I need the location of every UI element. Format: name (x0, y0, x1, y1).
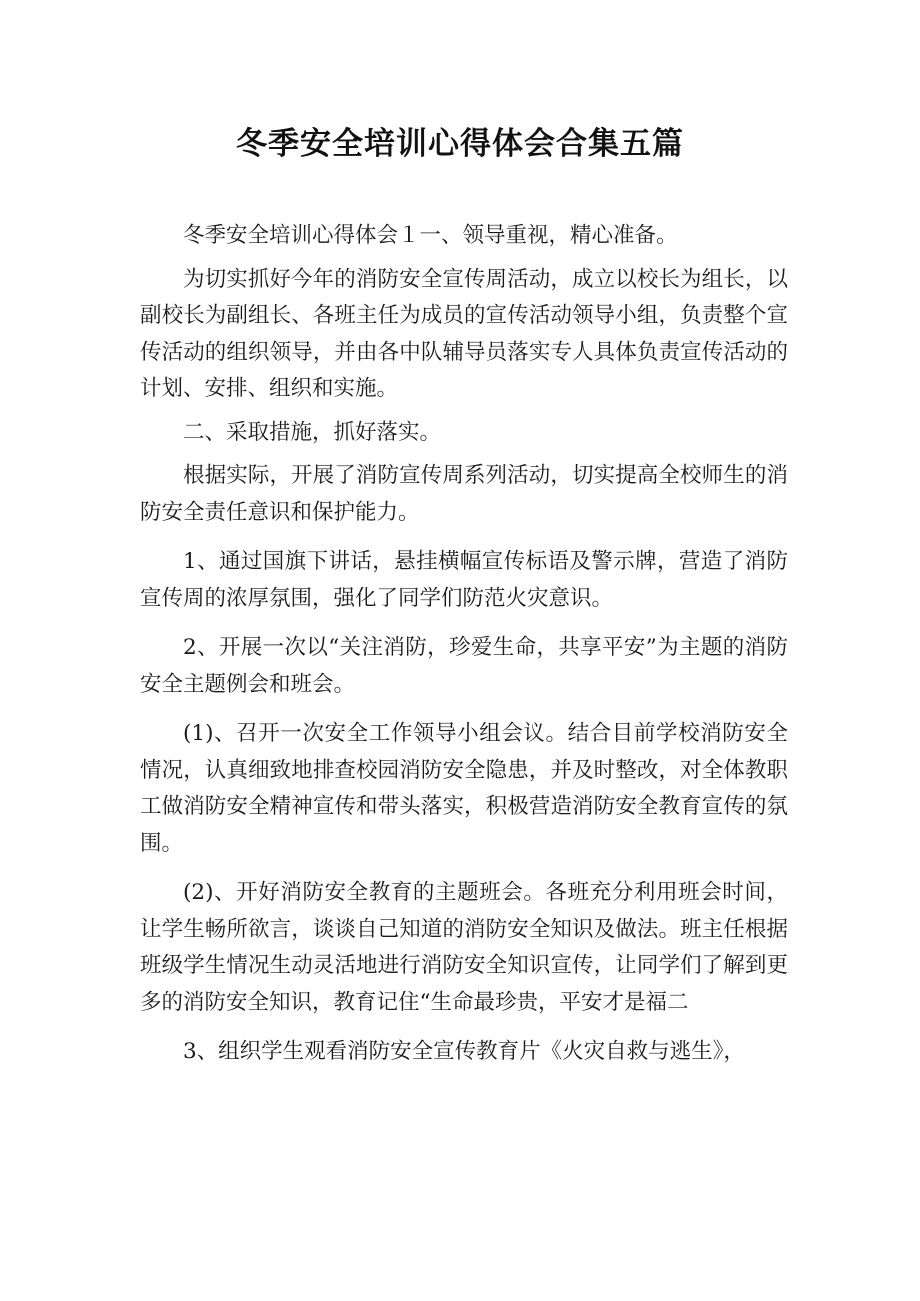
paragraph-leadership-group: 为切实抓好今年的消防安全宣传周活动，成立以校长为组长，以副校长为副组长、各班主任为成员的宣传活动领导小组，负责整个宣传活动的组织领导，并由各中队辅导员落实专人具体负责宣传活动的计划、安排、组织和实施。 (140, 266, 788, 401)
paragraph-item-2: 2、开展一次以“关注消防，珍爱生命，共享平安”为主题的消防安全主题例会和班会。 (140, 635, 788, 697)
paragraph-item-2-sub-2: (2)、开好消防安全教育的主题班会。各班充分利用班会时间，让学生畅所欲言，谈谈自己知道的消防安全知识及做法。班主任根据班级学生情况生动灵活地进行消防安全知识宣传，让同学们了解到更多的消防安全知识，教育记住“生命最珍贵，平安才是福二 (140, 880, 788, 1015)
document-title: 冬季安全培训心得体会合集五篇 (236, 126, 684, 162)
paragraph-intro: 冬季安全培训心得体会１一、领导重视，精心准备。 (183, 223, 678, 248)
paragraph-item-1: 1、通过国旗下讲话，悬挂横幅宣传标语及警示牌，营造了消防宣传周的浓厚氛围，强化了同学们防范火灾意识。 (140, 549, 788, 611)
paragraph-activities-overview: 根据实际，开展了消防宣传周系列活动，切实提高全校师生的消防安全责任意识和保护能力。 (140, 463, 788, 525)
paragraph-item-3: 3、组织学生观看消防安全宣传教育片《火灾自救与逃生》， (183, 1039, 745, 1064)
paragraph-section-two-heading: 二、采取措施，抓好落实。 (183, 419, 442, 445)
paragraph-item-2-sub-1: (1)、召开一次安全工作领导小组会议。结合目前学校消防安全情况，认真细致地排查校园消防安全隐患，并及时整改，对全体教职工做消防安全精神宣传和带头落实，积极营造消防安全教育宣传的氛围。 (140, 721, 788, 856)
document-body (140, 218, 788, 1071)
